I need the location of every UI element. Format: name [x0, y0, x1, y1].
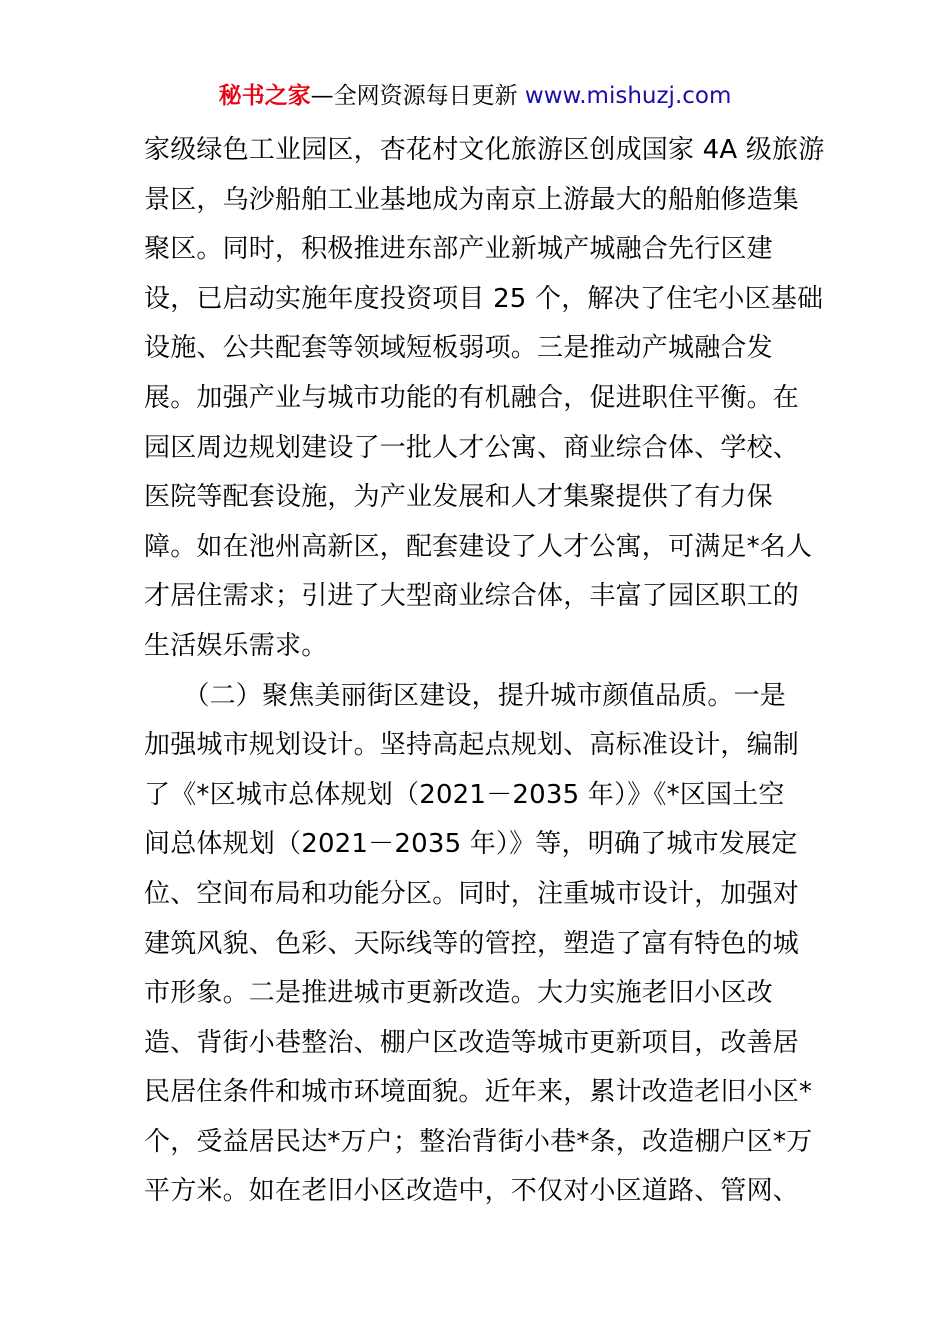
text-line: 景区，乌沙船舶工业基地成为南京上游最大的船舶修造集: [144, 184, 800, 215]
text-line: 聚区。同时，积极推进东部产业新城产城融合先行区建: [144, 234, 773, 265]
text-line: 障。如在池州高新区，配套建设了人才公寓，可满足*名人: [144, 531, 813, 562]
text-line: 建筑风貌、色彩、天际线等的管控，塑造了富有特色的城: [144, 928, 800, 959]
text-line: 民居住条件和城市环境面貌。近年来，累计改造老旧小区*: [144, 1077, 813, 1108]
text-line: 了《*区城市总体规划（2021－2035 年）》《*区国土空: [144, 779, 785, 810]
paragraph-heading-line: （二）聚焦美丽街区建设，提升城市颜值品质。一是: [144, 680, 787, 711]
site-url[interactable]: www.mishuzj.com: [524, 83, 732, 109]
site-tagline: —全网资源每日更新: [310, 83, 525, 109]
document-body: [144, 126, 824, 1217]
text-line: 生活娱乐需求。: [144, 630, 328, 661]
text-line: 才居住需求；引进了大型商业综合体，丰富了园区职工的: [144, 581, 800, 612]
text-line: 设，已启动实施年度投资项目 25 个，解决了住宅小区基础: [144, 283, 824, 314]
text-line: 间总体规划（2021－2035 年）》等，明确了城市发展定: [144, 829, 798, 860]
text-line: 园区周边规划建设了一批人才公寓、商业综合体、学校、: [144, 432, 800, 463]
text-line: 展。加强产业与城市功能的有机融合，促进职住平衡。在: [144, 382, 800, 413]
text-line: 平方米。如在老旧小区改造中，不仅对小区道路、管网、: [144, 1176, 800, 1207]
text-line: 医院等配套设施，为产业发展和人才集聚提供了有力保: [144, 482, 773, 513]
text-line: 市形象。二是推进城市更新改造。大力实施老旧小区改: [144, 978, 773, 1009]
text-line: 位、空间布局和功能分区。同时，注重城市设计，加强对: [144, 878, 800, 909]
site-brand: 秘书之家: [218, 83, 311, 109]
page-header: [0, 80, 950, 112]
text-line: 家级绿色工业园区，杏花村文化旅游区创成国家 4A 级旅游: [144, 135, 825, 165]
text-line: 造、背街小巷整治、棚户区改造等城市更新项目，改善居: [144, 1027, 800, 1058]
text-line: 个，受益居民达*万户；整治背街小巷*条，改造棚户区*万: [144, 1126, 813, 1157]
text-line: 加强城市规划设计。坚持高起点规划、高标准设计，编制: [144, 730, 800, 761]
text-line: 设施、公共配套等领域短板弱项。三是推动产城融合发: [144, 333, 773, 364]
